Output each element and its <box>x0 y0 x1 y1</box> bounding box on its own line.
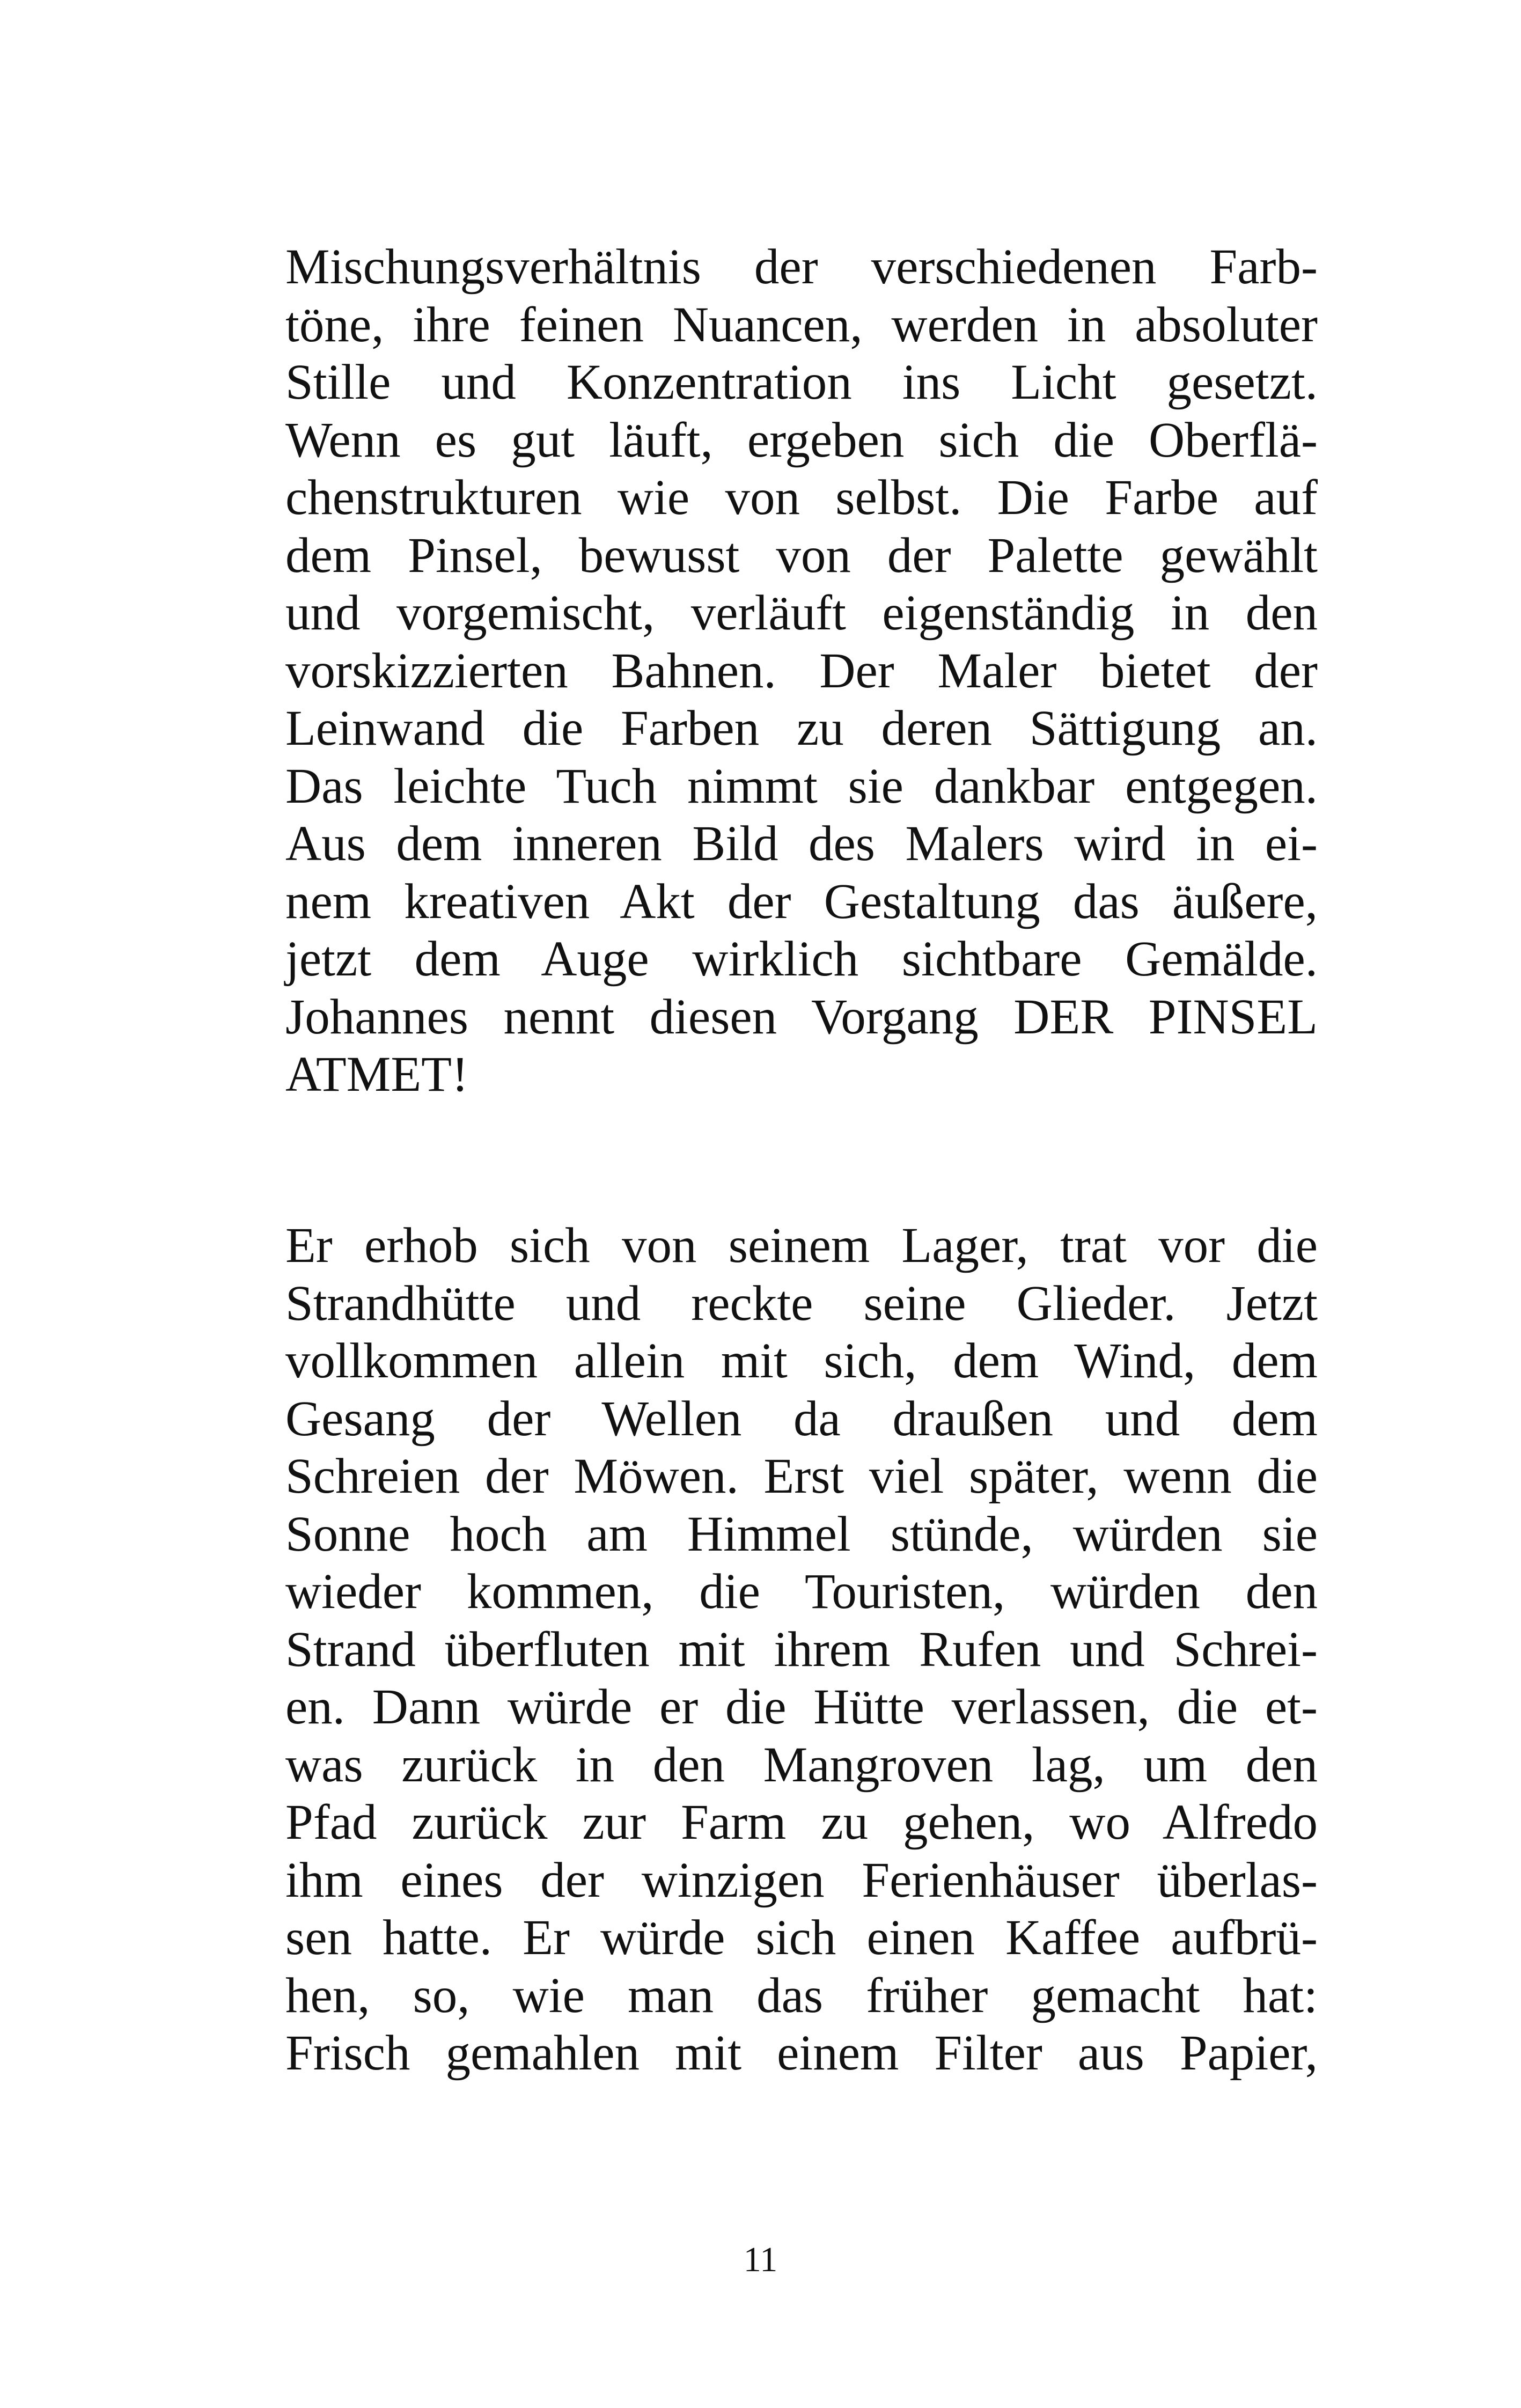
text-line: Strand überfluten mit ihrem Rufen und Schrei- <box>285 1621 1318 1677</box>
text-line: Frisch gemahlen mit einem Filter aus Papier, <box>285 2025 1318 2081</box>
text-line: Pfad zurück zur Farm zu gehen, wo Alfredo <box>285 1795 1318 1850</box>
text-line: Er erhob sich von seinem Lager, trat vor die <box>285 1218 1318 1273</box>
text-line: und vorgemischt, verläuft eigenständig in den <box>285 585 1318 641</box>
paragraph-2 <box>285 1217 1318 2082</box>
text-line: Gesang der Wellen da draußen und dem <box>285 1391 1318 1447</box>
text-line: Aus dem inneren Bild des Malers wird in ei- <box>285 816 1318 871</box>
text-line: nem kreativen Akt der Gestaltung das äußere, <box>285 873 1318 929</box>
text-line: jetzt dem Auge wirklich sichtbare Gemälde. <box>285 931 1318 987</box>
text-line: vorskizzierten Bahnen. Der Maler bietet der <box>285 643 1318 699</box>
text-line: töne, ihre feinen Nuancen, werden in absoluter <box>285 297 1318 353</box>
text-line: Johannes nennt diesen Vorgang DER PINSEL <box>285 989 1318 1045</box>
text-line: dem Pinsel, bewusst von der Palette gewählt <box>285 527 1318 583</box>
text-line: Schreien der Möwen. Erst viel später, wenn die <box>285 1449 1318 1504</box>
text-line: hen, so, wie man das früher gemacht hat: <box>285 1967 1318 2023</box>
text-line: Stille und Konzentration ins Licht gesetzt. <box>285 355 1318 410</box>
text-line: sen hatte. Er würde sich einen Kaffee aufbrü- <box>285 1910 1318 1965</box>
paragraph-1 <box>285 238 1318 1104</box>
text-line: vollkommen allein mit sich, dem Wind, dem <box>285 1333 1318 1389</box>
page-number: 11 <box>743 2240 778 2279</box>
text-line: Sonne hoch am Himmel stünde, würden sie <box>285 1506 1318 1562</box>
text-line: Strandhütte und reckte seine Glieder. Jetzt <box>285 1275 1318 1331</box>
text-line: en. Dann würde er die Hütte verlassen, die et- <box>285 1679 1318 1735</box>
text-line: chenstrukturen wie von selbst. Die Farbe auf <box>285 470 1318 525</box>
text-line: wieder kommen, die Touristen, würden den <box>285 1564 1318 1619</box>
text-line: was zurück in den Mangroven lag, um den <box>285 1737 1318 1793</box>
text-line: ihm eines der winzigen Ferienhäuser überlas- <box>285 1852 1318 1908</box>
text-line: ATMET! <box>285 1047 468 1102</box>
text-line: Das leichte Tuch nimmt sie dankbar entgegen. <box>285 758 1318 814</box>
text-line: Mischungsverhältnis der verschiedenen Farb- <box>285 239 1318 295</box>
text-line: Leinwand die Farben zu deren Sättigung an. <box>285 701 1318 756</box>
text-line: Wenn es gut läuft, ergeben sich die Oberflä- <box>285 412 1318 468</box>
